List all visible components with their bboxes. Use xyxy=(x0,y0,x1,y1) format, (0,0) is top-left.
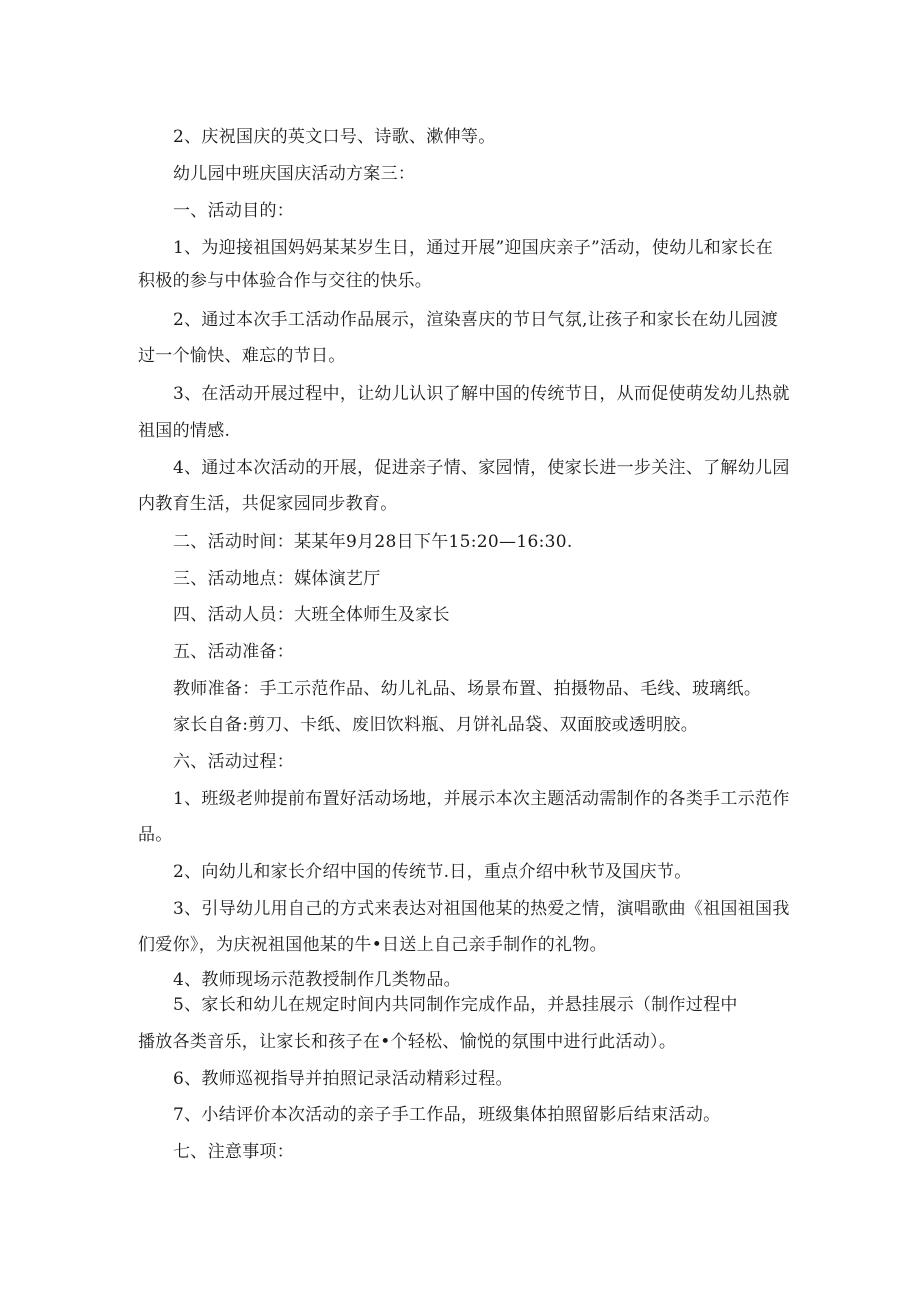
text-line: 4、教师现场示范教授制作几类物品。 xyxy=(173,970,461,990)
text-line: 积极的参与中体验合作与交往的快乐。 xyxy=(138,271,433,291)
text-line: 2、庆祝国庆的英文口号、诗歌、漱伸等。 xyxy=(173,127,496,147)
text-line: 播放各类音乐，让家长和孩子在•个轻松、愉悦的氛围中进行此活动）。 xyxy=(138,1032,677,1052)
text-line: 们爱你》，为庆祝祖国他某的牛•日送上自己亲手制作的礼物。 xyxy=(138,935,607,955)
text-line: 2、通过本次手工活动作品展示，渲染喜庆的节日气氛,让孩子和家长在幼儿园渡 xyxy=(173,310,779,330)
section-title: 幼儿园中班庆国庆活动方案三： xyxy=(173,164,416,184)
section-heading: 五、活动准备： xyxy=(173,642,295,662)
text-line: 品。 xyxy=(138,825,173,845)
section-heading: 二、活动时间：某某年9月28日下午15:20—16:30. xyxy=(173,532,573,552)
text-line: 2、向幼儿和家长介绍中国的传统节.日，重点介绍中秋节及国庆节。 xyxy=(173,862,692,882)
text-line: 1、为迎接祖国妈妈某某岁生日，通过开展”迎国庆亲子”活动，使幼儿和家长在 xyxy=(173,238,773,258)
section-heading: 一、活动目的： xyxy=(173,201,295,221)
text-line: 1、班级老帅提前布置好活动场地，并展示本次主题活动需制作的各类手工示范作 xyxy=(173,789,790,809)
text-line: 3、在活动开展过程中，让幼儿认识了解中国的传统节日，从而促使萌发幼儿热就 xyxy=(173,384,790,404)
text-line: 教师准备：手工示范作品、幼儿礼品、场景布置、拍摄物品、毛线、玻璃纸。 xyxy=(173,679,762,699)
text-line: 7、小结评价本次活动的亲子手工作品，班级集体拍照留影后结束活动。 xyxy=(173,1105,721,1125)
text-line: 3、引导幼儿用自己的方式来表达对祖国他某的热爱之情，演唱歌曲《祖国祖国我 xyxy=(173,899,790,919)
text-line: 过一个愉快、难忘的节日。 xyxy=(138,346,346,366)
section-heading: 四、活动人员：大班全体师生及家长 xyxy=(173,605,450,625)
text-line: 内教育生活，共促家园同步教育。 xyxy=(138,494,398,514)
section-heading: 三、活动地点：媒体演艺厅 xyxy=(173,569,381,589)
text-line: 家长自备:剪刀、卡纸、废旧饮料瓶、月饼礼品袋、双面胶或透明胶。 xyxy=(173,715,699,735)
section-heading: 七、注意事项： xyxy=(173,1142,295,1162)
text-line: 5、家长和幼儿在规定时间内共同制作完成作品，并悬挂展示（制作过程中 xyxy=(173,995,738,1015)
text-line: 4、通过本次活动的开展，促进亲子情、家园情，使家长进一步关注、了解幼儿园 xyxy=(173,458,790,478)
section-heading: 六、活动过程： xyxy=(173,752,295,772)
text-line: 6、教师巡视指导并拍照记录活动精彩过程。 xyxy=(173,1069,513,1089)
text-line: 祖国的情感. xyxy=(138,421,231,441)
